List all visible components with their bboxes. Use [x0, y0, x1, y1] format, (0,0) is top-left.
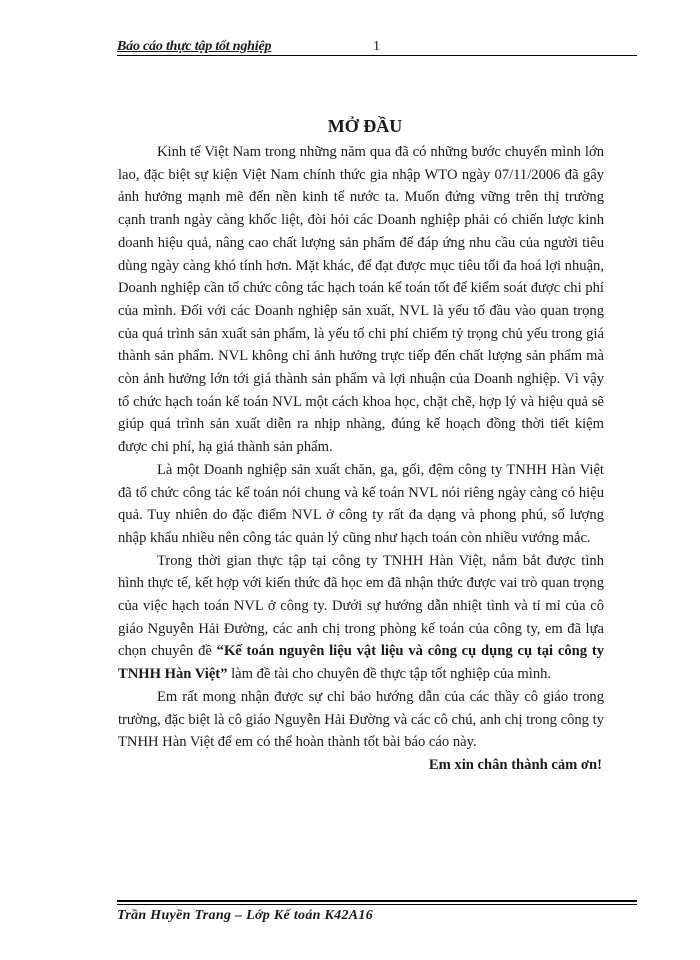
footer-divider-thin: [117, 904, 637, 905]
topic-title: “Kế toán nguyên liệu vật liệu và công cụ dụng cụ tại công ty TNHH Hàn Việt”: [118, 643, 604, 683]
author-class: Trần Huyền Trang – Lớp Kế toán K42A16: [117, 908, 373, 923]
report-title: Báo cáo thực tập tốt nghiệp: [117, 39, 272, 54]
page-footer: [117, 900, 637, 930]
paragraph-internship-text: Trong thời gian thực tập tại công ty TNHH Hàn Việt, nắm bắt được tình hình thực tế, kết hợp với kiến thức đã học em đã nhận thức được vai trò quan trọng của việc hạch toán NVL ở công ty. Dưới sự hướng dẫn nhiệt tình và tỉ mỉ của cô giáo Nguyễn Hải Đường, các anh chị trong phòng kế toán của công ty, em đã lựa chọn chuyên đề: [118, 552, 604, 660]
header-divider: [117, 55, 637, 56]
paragraph-internship: [118, 550, 604, 686]
paragraph-company: Là một Doanh nghiệp sản xuất chăn, ga, gối, đệm công ty TNHH Hàn Việt đã tổ chức công tác kế toán nói chung và kế toán NVL nói riêng ngày càng có hiệu quả. Tuy nhiên do đặc điểm NVL ở công ty rất đa dạng và phong phú, số lượng nhập khẩu nhiều nên công tác quản lý cũng như hạch toán còn nhiều vướng mắc.: [118, 461, 604, 546]
closing-line: Em xin chân thành cảm ơn!: [428, 756, 602, 773]
paragraph-thanks: Em rất mong nhận được sự chỉ bảo hướng dẫn của các thầy cô giáo trong trường, đặc biệt là cô giáo Nguyễn Hải Đường và các cô chú, anh chị trong công ty TNHH Hàn Việt để em có thể hoàn thành tốt bài báo cáo này.: [118, 688, 604, 751]
section-heading: MỞ ĐẦU: [327, 116, 403, 136]
paragraph-internship-end: làm đề tài cho chuyên đề thực tập tốt nghiệp của mình.: [227, 666, 552, 683]
page-header: [117, 38, 637, 58]
page-number: 1: [373, 39, 380, 54]
document-body: [118, 141, 604, 777]
footer-divider: [117, 900, 637, 902]
paragraph-intro: Kinh tế Việt Nam trong những năm qua đã có những bước chuyển mình lớn lao, đặc biệt sự kiện Việt Nam chính thức gia nhập WTO ngày 07/11/2006 đã gây ảnh hưởng mạnh mẽ đến nền kinh tế nước ta. Muốn đứng vững trên thị trường cạnh tranh ngày càng khốc liệt, đòi hỏi các Doanh nghiệp phải có chiến lược kinh doanh hiệu quả, nâng cao chất lượng sản phẩm để đáp ứng nhu cầu của người tiêu dùng ngày càng khó tính hơn. Mặt khác, để đạt được mục tiêu tối đa hoá lợi nhuận, Doanh nghiệp cần tổ chức công tác hạch toán kế toán tốt để kiểm soát được chi phí của mình. Đối với các Doanh nghiệp sản xuất, NVL là yếu tố đầu vào quan trọng của quá trình sản xuất sản phẩm, là yếu tố chi phí chiếm tỷ trọng chủ yếu trong giá thành sản phẩm. NVL không chỉ ảnh hưởng trực tiếp đến chất lượng sản phẩm mà còn ảnh hưởng lớn tới giá thành sản phẩm và lợi nhuận của Doanh nghiệp. Vì vậy tổ chức hạch toán kế toán NVL một cách khoa học, chặt chẽ, hợp lý và hiệu quả sẽ giúp quá trình sản xuất diễn ra nhịp nhàng, đúng kế hoạch đồng thời tiết kiệm được chi phí, hạ giá thành sản phẩm.: [118, 144, 604, 456]
